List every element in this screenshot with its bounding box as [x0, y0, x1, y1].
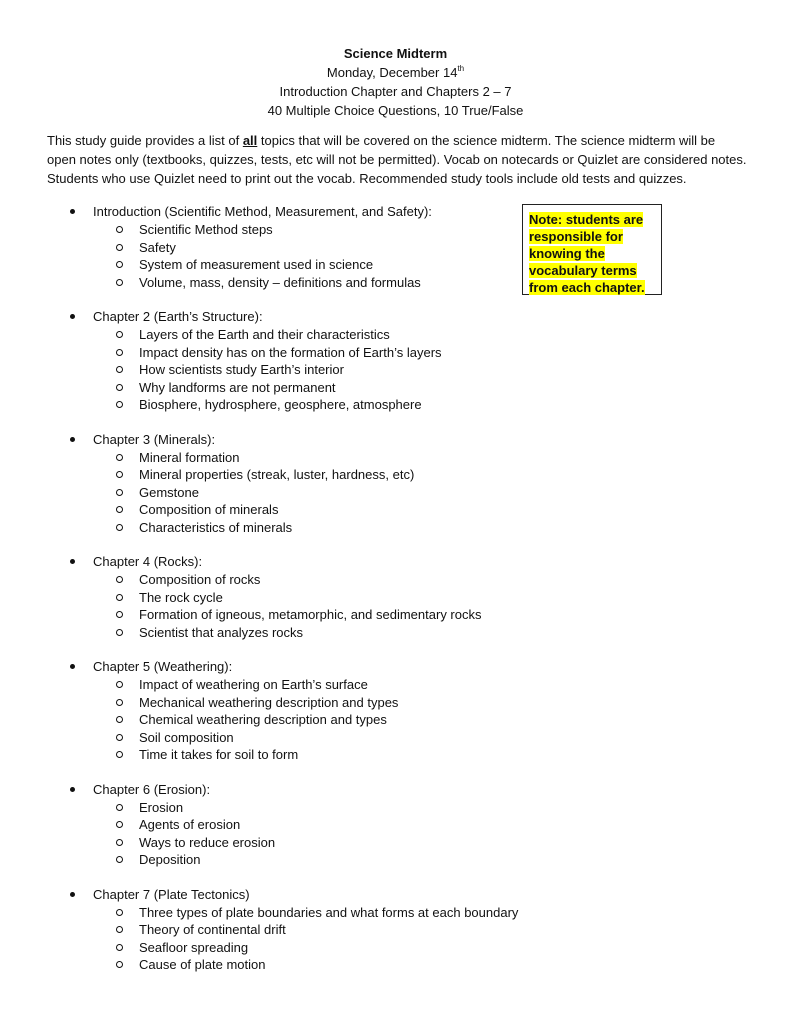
hollow-bullet-icon [116, 909, 123, 916]
hollow-bullet-icon [116, 331, 123, 338]
section-title: Chapter 4 (Rocks): [93, 554, 203, 569]
list-item [0, 939, 791, 957]
list-item-text: Safety [139, 239, 176, 255]
section-heading [0, 553, 791, 571]
section-heading [0, 431, 791, 449]
hollow-bullet-icon [116, 681, 123, 688]
list-item-text: Composition of rocks [139, 572, 261, 587]
document-header [0, 44, 791, 120]
list-item [0, 396, 791, 414]
list-item-text: System of measurement used in science [139, 257, 374, 272]
intro-paragraph [47, 131, 747, 188]
list-item [0, 676, 791, 694]
section-heading [0, 203, 791, 221]
hollow-bullet-icon [116, 961, 123, 968]
section-title: Chapter 6 (Erosion): [93, 781, 211, 797]
list-item [0, 361, 791, 379]
list-item [0, 904, 791, 922]
bullet-icon [70, 664, 75, 669]
hollow-bullet-icon [116, 349, 123, 356]
list-item [0, 694, 791, 712]
exam-date-text: Monday, December 14 [326, 65, 458, 80]
list-item-text: Theory of continental drift [139, 922, 286, 937]
exam-date [0, 63, 791, 82]
exam-format: 40 Multiple Choice Questions, 10 True/False [267, 103, 524, 118]
hollow-bullet-icon [116, 279, 123, 286]
list-item [0, 624, 791, 642]
section-heading [0, 658, 791, 676]
list-item-text: The rock cycle [139, 589, 223, 605]
list-item-text: Formation of igneous, metamorphic, and sedimentary rocks [139, 607, 482, 622]
list-item [0, 799, 791, 817]
list-item-text: Three types of plate boundaries and what forms at each boundary [139, 904, 519, 920]
hollow-bullet-icon [116, 401, 123, 408]
list-item [0, 449, 791, 467]
hollow-bullet-icon [116, 716, 123, 723]
list-item [0, 501, 791, 519]
hollow-bullet-icon [116, 244, 123, 251]
outline-section [0, 308, 791, 414]
hollow-bullet-icon [116, 699, 123, 706]
section-title: Chapter 2 (Earth’s Structure): [93, 309, 263, 324]
section-title: Chapter 7 (Plate Tectonics) [93, 886, 250, 902]
list-item-text: Composition of minerals [139, 502, 279, 517]
list-item-text: Ways to reduce erosion [139, 834, 276, 850]
outline-section [0, 886, 791, 974]
list-item-text: Seafloor spreading [139, 939, 249, 955]
outline-section [0, 781, 791, 869]
list-item-text: Characteristics of minerals [139, 519, 293, 535]
hollow-bullet-icon [116, 471, 123, 478]
hollow-bullet-icon [116, 366, 123, 373]
list-item [0, 274, 791, 292]
list-item [0, 484, 791, 502]
hollow-bullet-icon [116, 384, 123, 391]
hollow-bullet-icon [116, 576, 123, 583]
hollow-bullet-icon [116, 629, 123, 636]
hollow-bullet-icon [116, 611, 123, 618]
list-item [0, 326, 791, 344]
hollow-bullet-icon [116, 839, 123, 846]
list-item-text: Gemstone [139, 484, 199, 500]
list-item-text: Layers of the Earth and their characteristics [139, 327, 390, 342]
section-title: Chapter 3 (Minerals): [93, 431, 216, 447]
section-heading [0, 781, 791, 799]
outline-section [0, 203, 791, 291]
list-item-text: Agents of erosion [139, 817, 241, 832]
list-item-text: Mineral properties (streak, luster, hardness, etc) [139, 467, 415, 482]
hollow-bullet-icon [116, 594, 123, 601]
bullet-icon [70, 209, 75, 214]
list-item-text: Chemical weathering description and types [139, 712, 387, 727]
hollow-bullet-icon [116, 524, 123, 531]
list-item-text: Why landforms are not permanent [139, 379, 336, 395]
list-item [0, 239, 791, 257]
list-item [0, 746, 791, 764]
list-item [0, 956, 791, 974]
outline-section [0, 658, 791, 764]
list-item [0, 606, 791, 624]
section-title: Introduction (Scientific Method, Measurement, and Safety): [93, 204, 432, 219]
section-heading [0, 308, 791, 326]
list-item-text: Impact of weathering on Earth’s surface [139, 677, 368, 692]
list-item [0, 921, 791, 939]
list-item [0, 256, 791, 274]
bullet-icon [70, 559, 75, 564]
hollow-bullet-icon [116, 734, 123, 741]
hollow-bullet-icon [116, 506, 123, 513]
list-item-text: Scientific Method steps [139, 222, 273, 237]
bullet-icon [70, 314, 75, 319]
hollow-bullet-icon [116, 926, 123, 933]
hollow-bullet-icon [116, 454, 123, 461]
list-item-text: Deposition [139, 852, 201, 867]
list-item-text: Mineral formation [139, 449, 240, 465]
exam-chapters: Introduction Chapter and Chapters 2 – 7 [279, 84, 512, 99]
list-item [0, 344, 791, 362]
hollow-bullet-icon [116, 489, 123, 496]
list-item-text: Cause of plate motion [139, 957, 266, 972]
document-title: Science Midterm [343, 46, 448, 61]
list-item [0, 589, 791, 607]
list-item [0, 519, 791, 537]
list-item [0, 379, 791, 397]
list-item [0, 816, 791, 834]
bullet-icon [70, 787, 75, 792]
list-item [0, 466, 791, 484]
list-item [0, 729, 791, 747]
hollow-bullet-icon [116, 751, 123, 758]
list-item-text: How scientists study Earth’s interior [139, 362, 344, 377]
list-item-text: Biosphere, hydrosphere, geosphere, atmosphere [139, 397, 422, 412]
hollow-bullet-icon [116, 804, 123, 811]
list-item-text: Volume, mass, density – definitions and formulas [139, 274, 421, 290]
list-item-text: Impact density has on the formation of Earth’s layers [139, 344, 442, 360]
list-item-text: Mechanical weathering description and types [139, 694, 399, 710]
list-item [0, 221, 791, 239]
list-item-text: Erosion [139, 799, 184, 815]
intro-text-2: topics that will be covered on the science midterm. The science midterm will be open notes only (textbooks, quizzes, tests, etc will not be permitted). Vocab on notecards or Quizlet are considered notes. Students who use Quizlet need to print out the vocab. Recommended study tools include old tests and quizzes. [47, 133, 747, 186]
list-item [0, 711, 791, 729]
intro-emphasis: all [242, 133, 258, 148]
hollow-bullet-icon [116, 821, 123, 828]
list-item-text: Soil composition [139, 729, 234, 745]
list-item [0, 571, 791, 589]
outline-section [0, 431, 791, 537]
bullet-icon [70, 892, 75, 897]
intro-text-1: This study guide provides a list of [47, 133, 243, 148]
hollow-bullet-icon [116, 226, 123, 233]
exam-date-suffix: th [457, 64, 465, 73]
hollow-bullet-icon [116, 856, 123, 863]
bullet-icon [70, 437, 75, 442]
hollow-bullet-icon [116, 261, 123, 268]
list-item-text: Time it takes for soil to form [139, 747, 299, 762]
list-item-text: Scientist that analyzes rocks [139, 624, 304, 640]
hollow-bullet-icon [116, 944, 123, 951]
list-item [0, 834, 791, 852]
section-title: Chapter 5 (Weathering): [93, 659, 233, 674]
outline-section [0, 553, 791, 641]
list-item [0, 851, 791, 869]
vocabulary-note: Note: students are responsible for knowing the vocabulary terms from each chapter. [529, 212, 645, 295]
section-heading [0, 886, 791, 904]
topic-outline [0, 203, 791, 991]
